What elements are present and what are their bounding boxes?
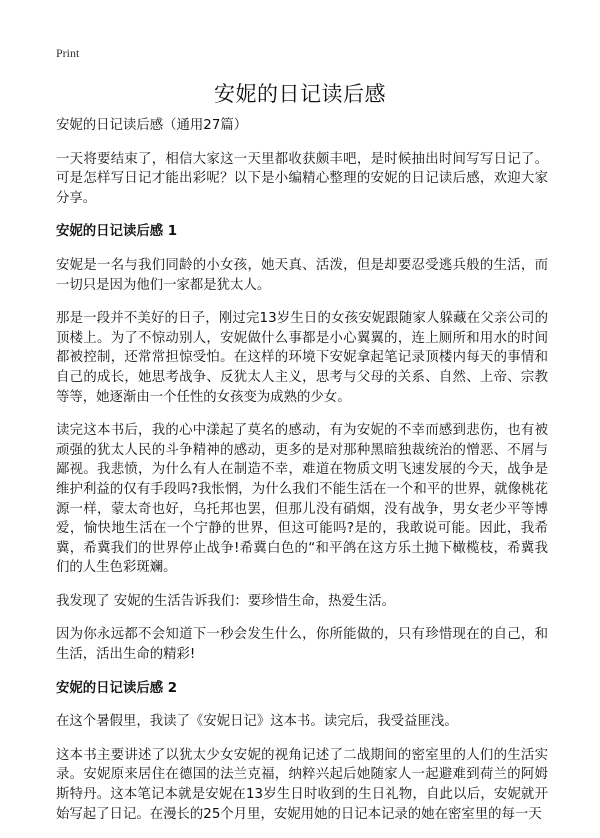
article-body [56, 116, 548, 838]
paragraph: 因为你永远都不会知道下一秒会发生什么，你所能做的，只有珍惜现在的自己，和生活，活出生命的精彩! [56, 627, 548, 663]
paragraph: 读完这本书后，我的心中漾起了莫名的感动，有为安妮的不幸而感到悲伤，也有被顽强的犹太人民的斗争精神的感动，更多的是对那种黑暗独裁统治的憎恶、不屑与鄙视。我悲愤，为什么有人在制造不幸，难道在物质文明飞速发展的今天，战争是维护利益的仅有手段吗?我怅惘，为什么我们不能生活在一个和平的世界，就像桃花源一样，蒙太奇也好，乌托邦也罢，但那儿没有硝烟，没有战争，男女老少平等博爱，愉快地生活在一个宁静的世界，但这可能吗?是的，我敢说可能。因此，我希冀，希冀我们的世界停止战争!希冀白色的“和平鸽在这方乐土抛下橄榄枝，希冀我们的人生色彩斑斓。 [56, 423, 548, 576]
paragraph: 安妮是一名与我们同龄的小女孩，她天真、活泼，但是却要忍受逃兵般的生活，而一切只是因为他们一家都是犹太人。 [56, 257, 548, 293]
paragraph: 在这个暑假里，我读了《安妮日记》这本书。读完后，我受益匪浅。 [56, 714, 458, 730]
page-title: 安妮的日记读后感 [214, 82, 386, 106]
paragraph: 那是一段并不美好的日子，刚过完13岁生日的女孩安妮跟随家人躲藏在父亲公司的顶楼上。为了不惊动别人，安妮做什么事都是小心翼翼的，连上厕所和用水的时间都被控制，还常常担惊受怕。在这样的环境下安妮拿起笔记录顶楼内每天的事情和自己的成长，她思考战争、反犹太人主义，思考与父母的关系、自然、上帝、宗教等等，她逐渐由一个任性的女孩变为成熟的少女。 [56, 311, 548, 405]
print-link[interactable]: Print [56, 46, 80, 60]
intro-paragraph: 一天将要结束了，相信大家这一天里都收获颇丰吧，是时候抽出时间写写日记了。可是怎样写日记才能出彩呢？以下是小编精心整理的安妮的日记读后感，欢迎大家分享。 [56, 151, 548, 206]
section-heading-2: 安妮的日记读后感 2 [56, 680, 178, 696]
article-subtitle: 安妮的日记读后感（通用27篇） [56, 118, 248, 133]
paragraph: 这本书主要讲述了以犹太少女安妮的视角记述了二战期间的密室里的人们的生活实录。安妮原来居住在德国的法兰克福，纳粹兴起后她随家人一起避难到荷兰的阿姆斯特丹。这本笔记本就是安妮在13岁生日时收到的生日礼物，自此以后，安妮就开始写起了日记。在漫长的25个月里，安妮用她的日记本记录的她在密室里的每一天 [56, 747, 548, 822]
paragraph: 我发现了 安妮的生活告诉我们：要珍惜生命，热爱生活。 [56, 593, 396, 609]
section-heading-1: 安妮的日记读后感 1 [56, 224, 178, 240]
